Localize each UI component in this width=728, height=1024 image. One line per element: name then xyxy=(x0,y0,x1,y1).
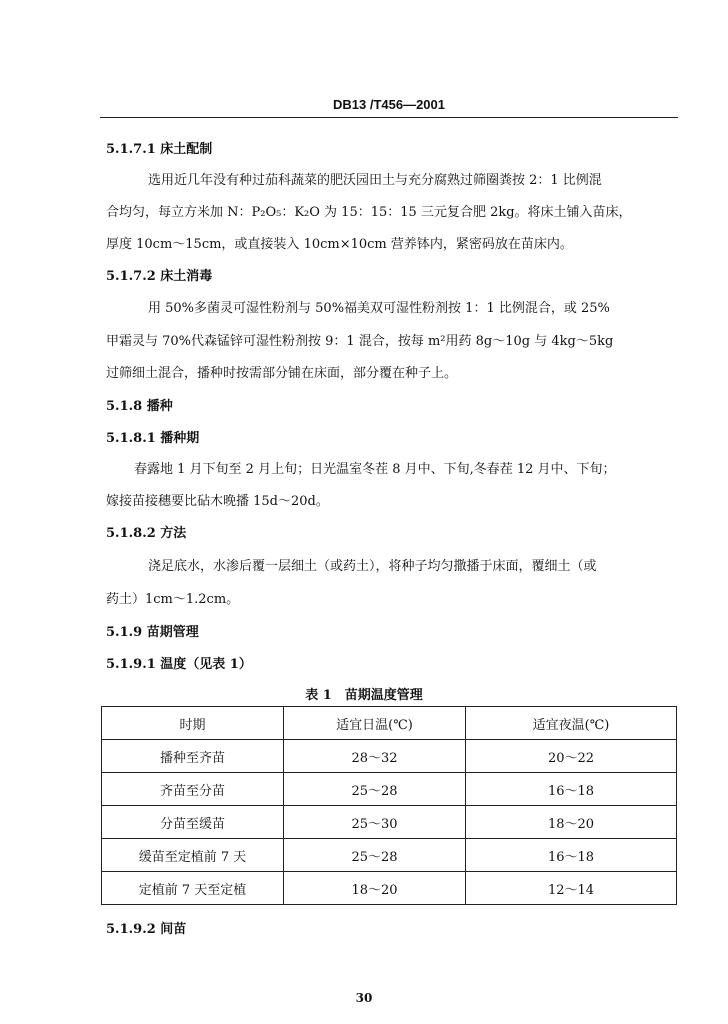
table-cell: 缓苗至定植前 7 天 xyxy=(102,839,284,872)
paragraph-line: 药土）1cm～1.2cm。 xyxy=(106,592,240,607)
heading-5-1-9-2: 5.1.9.2 间苗 xyxy=(106,922,187,937)
table-row xyxy=(102,839,677,872)
heading-5-1-7-1: 5.1.7.1 床土配制 xyxy=(106,142,213,157)
heading-5-1-8: 5.1.8 播种 xyxy=(106,399,173,414)
table-row xyxy=(102,740,677,773)
paragraph-line: 厚度 10cm～15cm，或直接装入 10cm×10cm 营养钵内，紧密码放在苗床内。 xyxy=(106,237,573,252)
heading-5-1-8-1: 5.1.8.1 播种期 xyxy=(106,431,200,446)
heading-5-1-8-2: 5.1.8.2 方法 xyxy=(106,526,187,541)
header-rule xyxy=(100,117,678,118)
paragraph-line: 春露地 1 月下旬至 2 月上旬；日光温室冬茬 8 月中、下旬,冬春茬 12 月中、下旬； xyxy=(134,462,616,477)
paragraph-line: 过筛细土混合，播种时按需部分铺在床面，部分覆在种子上。 xyxy=(106,366,458,381)
table-header-cell: 时期 xyxy=(102,707,284,740)
table-header-cell: 适宜夜温(℃) xyxy=(466,707,677,740)
table-cell: 齐苗至分苗 xyxy=(102,773,284,806)
table-cell: 播种至齐苗 xyxy=(102,740,284,773)
table-cell: 16～18 xyxy=(466,839,677,872)
table-cell: 25～28 xyxy=(284,773,466,806)
heading-5-1-9: 5.1.9 苗期管理 xyxy=(106,625,199,640)
heading-5-1-7-2: 5.1.7.2 床土消毒 xyxy=(106,269,213,284)
table-cell: 12～14 xyxy=(466,872,677,905)
table-cell: 分苗至缓苗 xyxy=(102,806,284,839)
table-row xyxy=(102,872,677,905)
table-caption: 表 1 苗期温度管理 xyxy=(305,688,423,703)
table-header-cell: 适宜日温(℃) xyxy=(284,707,466,740)
running-header: DB13 /T456—2001 xyxy=(332,97,445,112)
seedling-temperature-table xyxy=(101,706,677,905)
page-number: 30 xyxy=(355,991,373,1005)
table-row xyxy=(102,773,677,806)
paragraph-line: 选用近几年没有种过茄科蔬菜的肥沃园田土与充分腐熟过筛圈粪按 2：1 比例混 xyxy=(148,173,602,188)
table-cell: 25～30 xyxy=(284,806,466,839)
table-cell: 18～20 xyxy=(284,872,466,905)
table-cell: 16～18 xyxy=(466,773,677,806)
heading-5-1-9-1: 5.1.9.1 温度（见表 1） xyxy=(106,657,252,672)
table-header-row xyxy=(102,707,677,740)
paragraph-line: 甲霜灵与 70%代森锰锌可湿性粉剂按 9：1 混合，按每 m²用药 8g～10g 与 4kg～5kg xyxy=(106,334,614,349)
table-cell: 20～22 xyxy=(466,740,677,773)
table-cell: 28～32 xyxy=(284,740,466,773)
table-cell: 18～20 xyxy=(466,806,677,839)
paragraph-line: 合均匀，每立方米加 N：P₂O₅：K₂O 为 15：15：15 三元复合肥 2kg。将床土铺入苗床， xyxy=(106,205,632,220)
table-row xyxy=(102,806,677,839)
paragraph-line: 浇足底水，水渗后覆一层细土（或药土），将种子均匀撒播于床面，覆细土（或 xyxy=(148,559,597,574)
paragraph-line: 用 50%多菌灵可湿性粉剂与 50%福美双可湿性粉剂按 1：1 比例混合，或 25% xyxy=(148,301,610,316)
table-cell: 定植前 7 天至定植 xyxy=(102,872,284,905)
table-cell: 25～28 xyxy=(284,839,466,872)
paragraph-line: 嫁接苗接穗要比砧木晚播 15d～20d。 xyxy=(106,494,329,509)
